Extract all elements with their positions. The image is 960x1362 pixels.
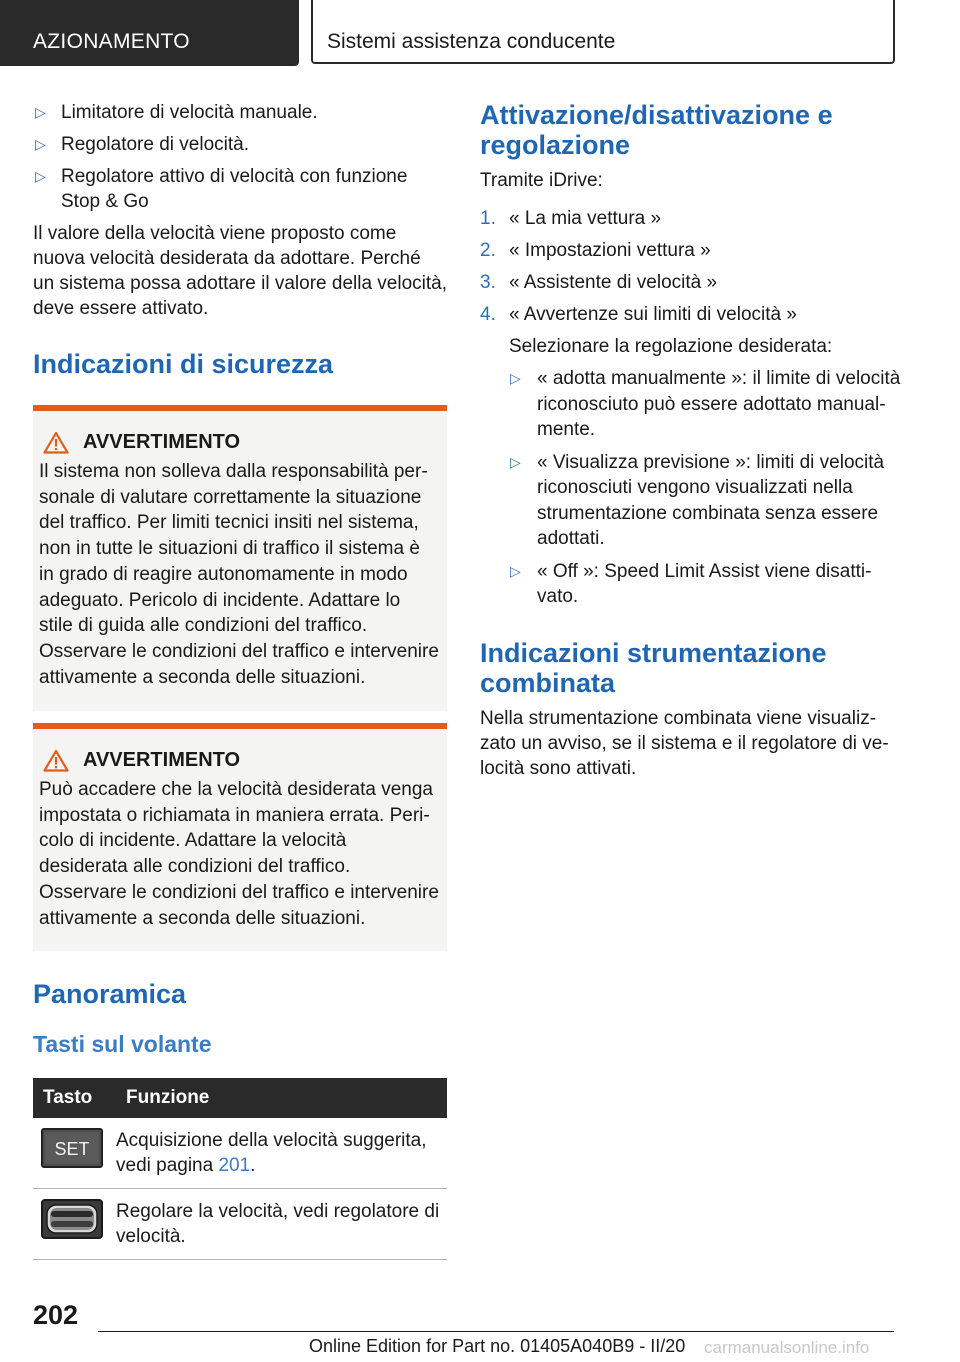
warning-title: AVVERTIMENTO	[83, 431, 241, 453]
warning-text: Il sistema non solleva dalla responsabilità personale di valutare correttamente la situazione del traffico. Per limiti tecnici insiti nel sistema, non in tutte le situazioni di traffico il sistema è in grado di reagire autonomamente in modo adeguato. Pericolo di incidente. Adattare lo stile di guida alle condizioni del traffico. Osservare le condizioni del traffico e intervenire attivamente a seconda delle situazioni.	[39, 461, 439, 688]
list-item: 4. « Avvertenze sui limiti di velocità »	[480, 304, 797, 325]
display-heading: Indicazioni strumentazione combinata	[480, 637, 827, 698]
row2-function: Regolare la velocità, vedi regolatore di velocità.	[116, 1189, 447, 1260]
section-title: Sistemi assistenza conducente	[327, 30, 616, 53]
page-number: 202	[33, 1300, 79, 1330]
triangle-bullet-icon: ▷	[510, 562, 521, 579]
list-item: ▷ « Off »: Speed Limit Assist viene disattivato.	[510, 560, 872, 607]
steering-keys-table	[33, 1078, 447, 1260]
footer-divider	[98, 1331, 894, 1332]
list-item: ▷ « adotta manualmente »: il limite di velocità riconosciuto può essere adottato manualmente.	[510, 368, 901, 440]
triangle-bullet-icon: ▷	[510, 370, 521, 386]
subheading: Tasti sul volante	[33, 1031, 212, 1057]
list-item: ▷ Regolatore attivo di velocità con funzione Stop & Go	[35, 166, 408, 212]
activation-heading: Attivazione/disattivazione e regolazione	[480, 100, 833, 160]
display-text: Nella strumentazione combinata viene visualizzato un avviso, se il sistema e il regolatore di velocità sono attivati.	[480, 707, 889, 779]
triangle-bullet-icon: ▷	[35, 136, 46, 152]
overview-heading: Panoramica	[33, 979, 187, 1009]
table-row: SET Acquisizione della velocità suggerita, vedi pagina 201.	[33, 1118, 447, 1189]
warning-box	[33, 723, 447, 951]
chapter-tab	[0, 0, 299, 66]
svg-text:SET: SET	[54, 1139, 90, 1159]
list-item: ▷ « Visualizza previsione »: limiti di velocità riconosciuti vengono visualizzati nella strumentazione combinata senza essere adottati.	[510, 451, 885, 549]
list-item: ▷ Regolatore di velocità.	[35, 134, 249, 155]
column-header-function: Funzione	[116, 1078, 447, 1118]
rocker-switch-icon	[41, 1199, 103, 1239]
chapter-title: AZIONAMENTO	[33, 30, 190, 53]
table-row	[33, 1189, 447, 1260]
set-button-icon	[41, 1128, 103, 1168]
list-item: ▷ Limitatore di velocità manuale.	[35, 102, 318, 123]
warning-title: AVVERTIMENTO	[83, 749, 241, 771]
intro-paragraph: Il valore della velocità viene proposto come nuova velocità desiderata da adottare. Perché un sistema possa adottare il valore della velocità, deve essere attivato.	[33, 223, 448, 319]
page-link[interactable]: 201	[218, 1155, 251, 1176]
warning-triangle-icon	[43, 431, 69, 454]
triangle-bullet-icon: ▷	[35, 168, 46, 184]
right-column	[480, 100, 904, 788]
triangle-bullet-icon: ▷	[510, 453, 521, 470]
list-item: 3. « Assistente di velocità »	[480, 272, 718, 293]
warning-box	[33, 405, 447, 711]
warning-header	[39, 749, 439, 772]
select-text: Selezionare la regolazione desiderata:	[509, 336, 833, 357]
triangle-bullet-icon: ▷	[35, 104, 46, 120]
list-item: 1. « La mia vettura »	[480, 208, 662, 229]
via-text: Tramite iDrive:	[480, 170, 603, 191]
watermark: carmanualsonline.info	[704, 1338, 870, 1357]
column-header-key: Tasto	[33, 1078, 116, 1118]
edition-text: Online Edition for Part no. 01405A040B9 - II/20	[309, 1336, 686, 1356]
list-item: 2. « Impostazioni vettura »	[480, 240, 711, 261]
safety-heading: Indicazioni di sicurezza	[33, 349, 334, 379]
warning-header	[39, 431, 439, 454]
warning-triangle-icon	[43, 749, 69, 772]
section-tab	[311, 0, 895, 64]
warning-text: Può accadere che la velocità desiderata venga impostata o richiamata in maniera errata. Pericolo di incidente. Adattare la velocità desiderata alle condizioni del traffico. Osservare le condizioni del traffico e intervenire attivamente a seconda delle situazioni.	[39, 779, 439, 929]
table-header-row	[33, 1078, 447, 1118]
left-column	[33, 100, 447, 1260]
